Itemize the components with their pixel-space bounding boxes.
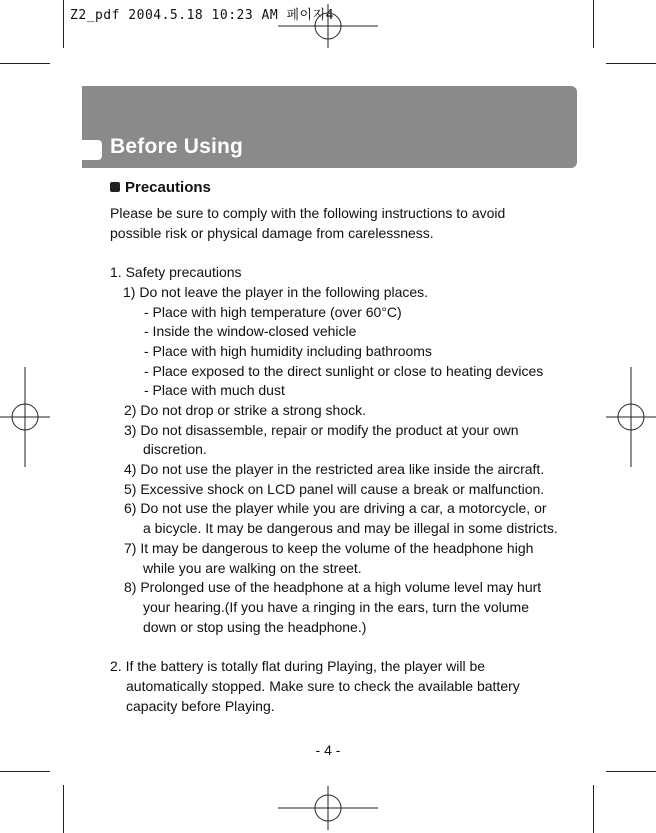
crop-mark-bottom-left-horizontal: [0, 771, 50, 772]
intro-line: possible risk or physical damage from carelessness.: [110, 225, 434, 241]
section-title: Before Using: [110, 135, 244, 158]
item1-line: your hearing.(If you have a ringing in the ears, turn the volume: [143, 599, 529, 615]
item1-line: - Inside the window-closed vehicle: [144, 323, 357, 339]
item1-heading: 1. Safety precautions: [110, 264, 242, 280]
item1-line: - Place with high humidity including bathrooms: [144, 343, 432, 359]
item1-line: down or stop using the headphone.): [143, 619, 367, 635]
registration-mark-top: [278, 4, 378, 48]
subsection-heading: [110, 179, 211, 196]
item1-line: 5) Excessive shock on LCD panel will cause a break or malfunction.: [124, 481, 545, 497]
registration-mark-left: [0, 367, 50, 467]
intro-line: Please be sure to comply with the following instructions to avoid: [110, 205, 506, 221]
item1-line: discretion.: [143, 441, 207, 457]
crop-mark-top-right-vertical: [593, 0, 594, 48]
item2-line: capacity before Playing.: [126, 698, 275, 714]
item1-line: 8) Prolonged use of the headphone at a high volume level may hurt: [124, 579, 542, 595]
item1-line: 3) Do not disassemble, repair or modify the product at your own: [124, 422, 519, 438]
crop-mark-top-right-horizontal: [606, 63, 656, 64]
square-bullet-icon: [110, 182, 120, 192]
item1-line: 4) Do not use the player in the restricted area like inside the aircraft.: [124, 461, 545, 477]
registration-mark-bottom: [278, 786, 378, 830]
crop-mark-top-left-vertical: [63, 0, 64, 48]
item1-line: 1) Do not leave the player in the following places.: [123, 284, 429, 300]
item1-line: a bicycle. It may be dangerous and may be illegal in some districts.: [143, 520, 558, 536]
crop-mark-bottom-right-horizontal: [606, 771, 656, 772]
item1-line: - Place with much dust: [144, 382, 285, 398]
crop-mark-bottom-right-vertical: [593, 785, 594, 833]
item2-line: automatically stopped. Make sure to check the available battery: [126, 678, 520, 694]
subsection-title: Precautions: [125, 179, 211, 196]
item1-line: 7) It may be dangerous to keep the volume of the headphone high: [124, 540, 534, 556]
crop-mark-bottom-left-vertical: [63, 785, 64, 833]
item2-line: 2. If the battery is totally flat during Playing, the player will be: [110, 658, 486, 674]
registration-mark-right: [606, 367, 656, 467]
print-header: Z2_pdf 2004.5.18 10:23 AM 페이지4: [70, 8, 334, 23]
item1-line: - Place with high temperature (over 60°C): [144, 304, 402, 320]
item1-line: - Place exposed to the direct sunlight or close to heating devices: [144, 363, 544, 379]
section-tab-marker: [82, 140, 102, 160]
item1-line: while you are walking on the street.: [143, 560, 362, 576]
page-number: - 4 -: [315, 742, 341, 758]
item1-line: 2) Do not drop or strike a strong shock.: [124, 402, 366, 418]
crop-mark-top-left-horizontal: [0, 63, 50, 64]
item1-line: 6) Do not use the player while you are driving a car, a motorcycle, or: [124, 500, 547, 516]
